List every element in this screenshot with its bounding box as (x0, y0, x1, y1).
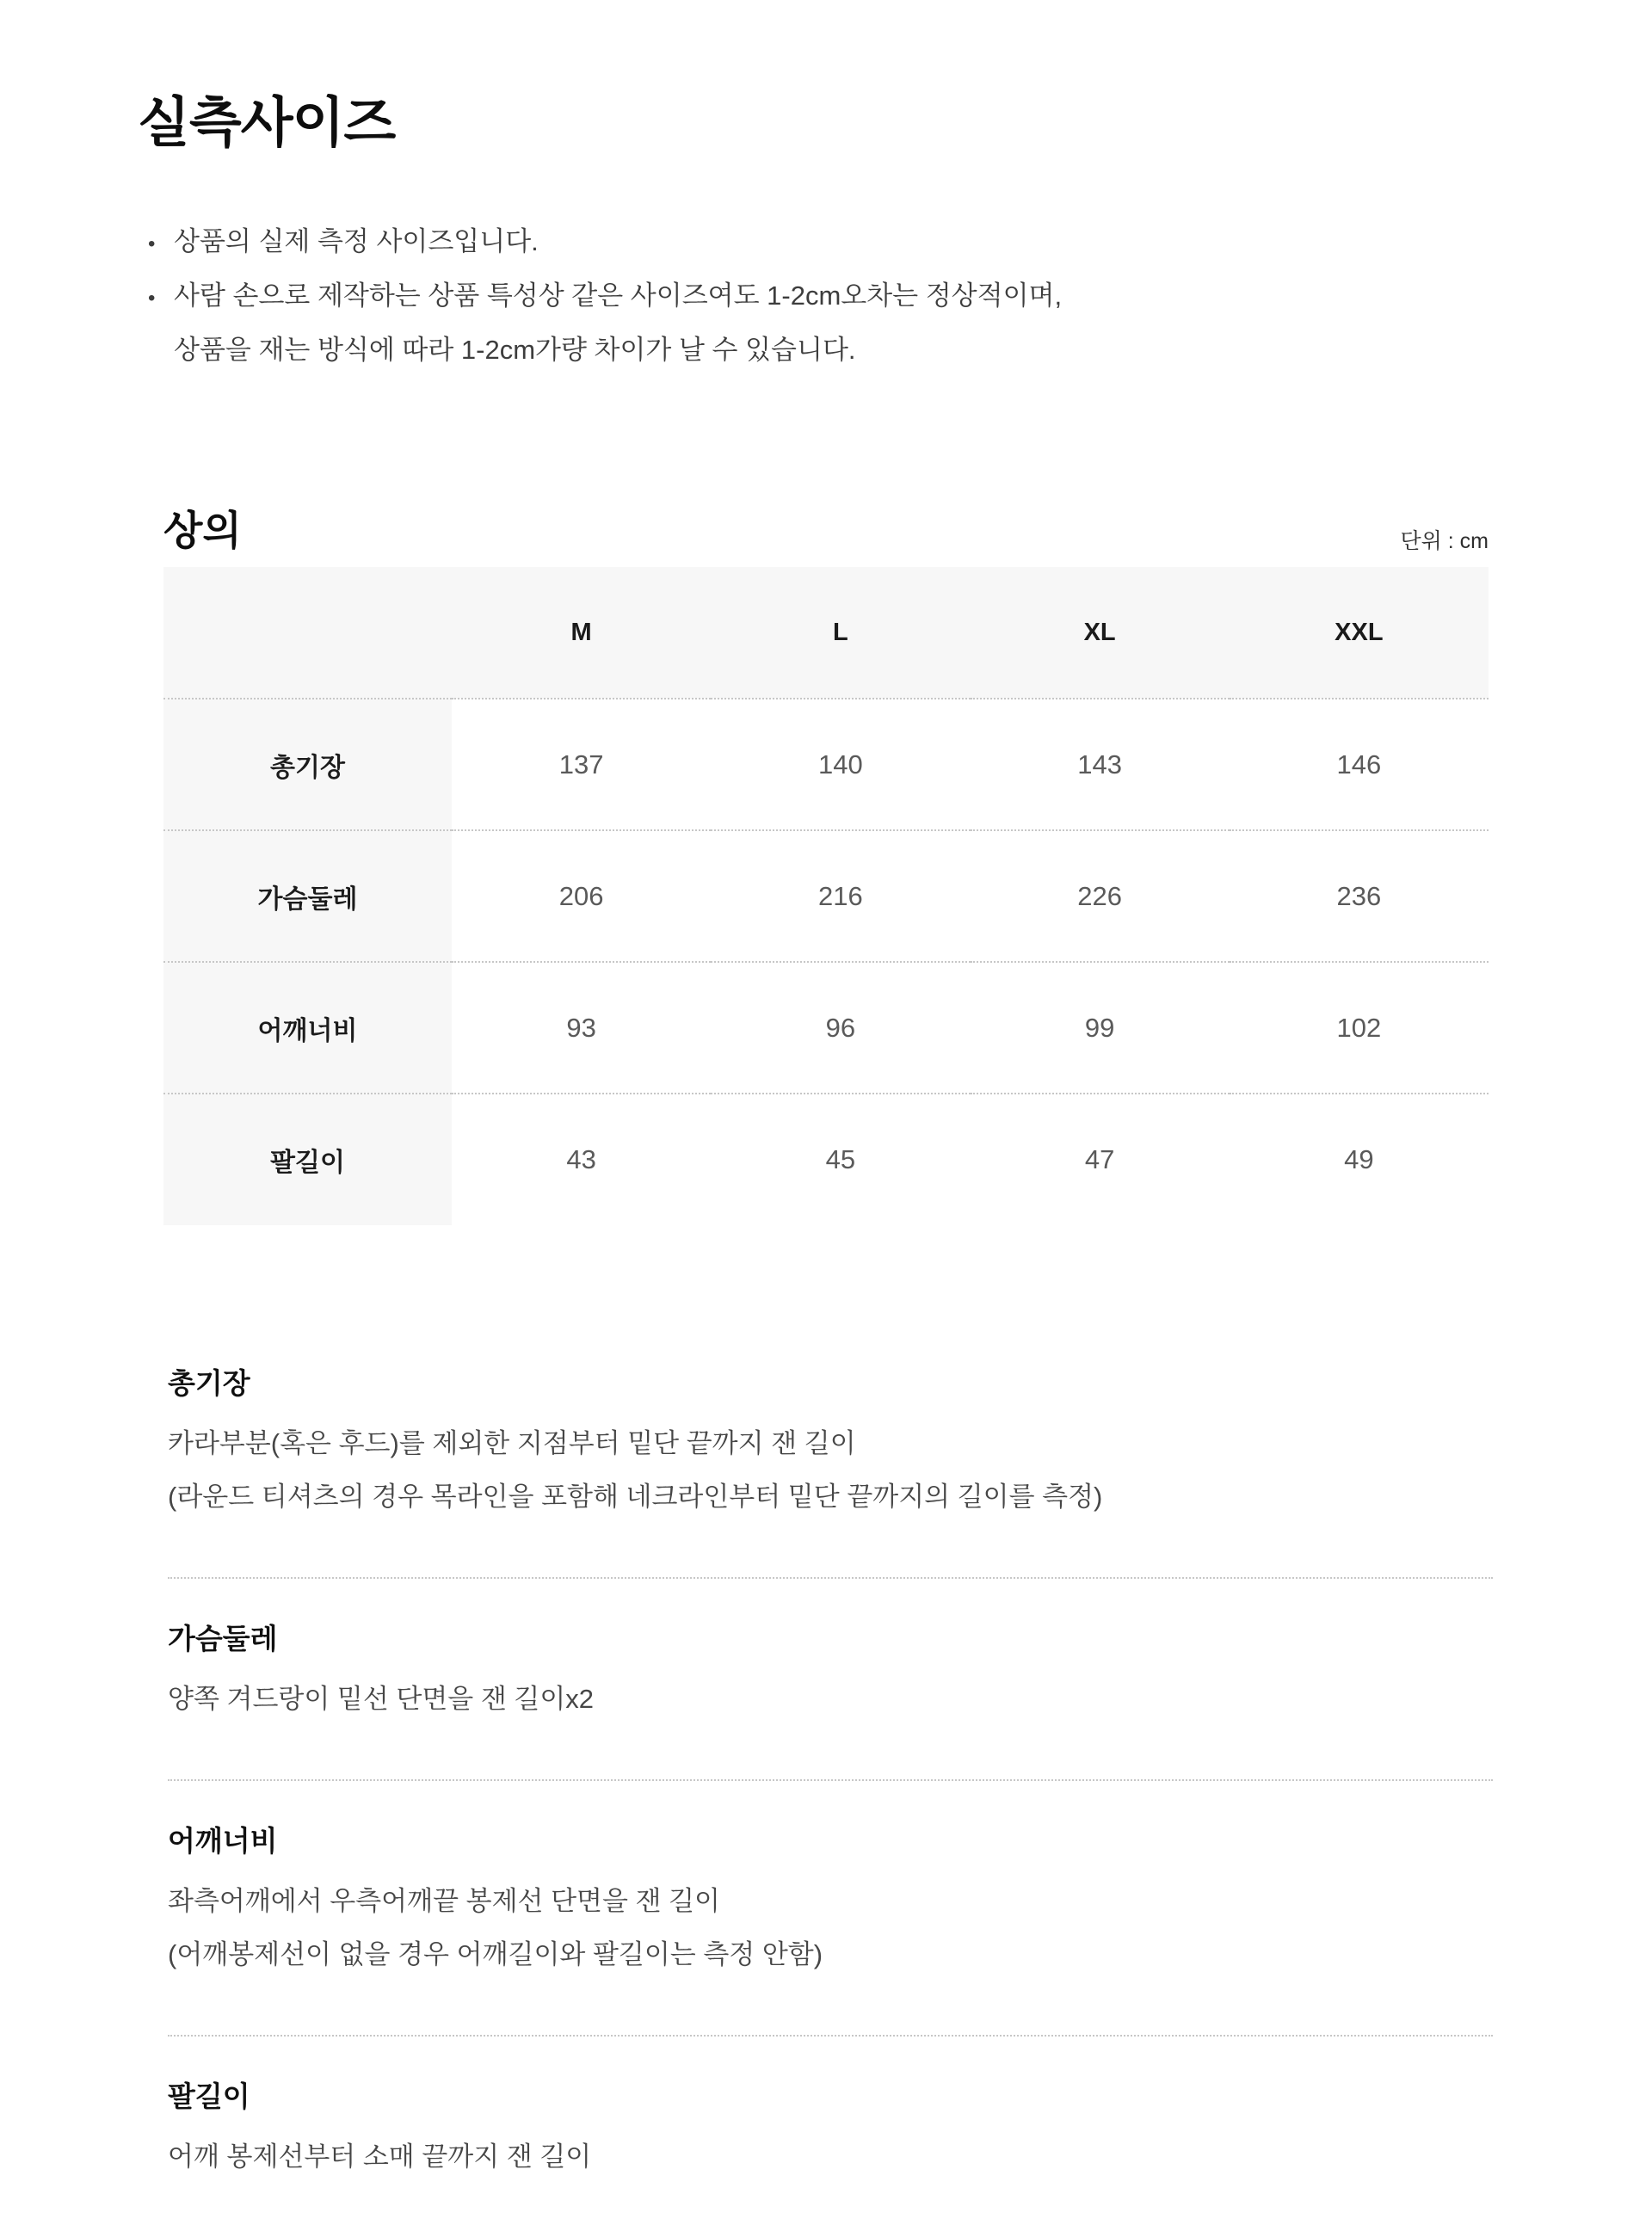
definition-item-total-length (168, 1361, 1493, 1524)
definition-line: 어깨 봉제선부터 소매 끝까지 잰 길이 (168, 2141, 592, 2172)
note-text-block (174, 214, 1652, 268)
definition-item-shoulder (168, 1819, 1493, 1981)
table-cell: 102 (1230, 962, 1489, 1094)
table-cell: 45 (825, 1144, 856, 1174)
definition-term: 어깨너비 (168, 1825, 278, 1857)
table-cell: 140 (711, 699, 970, 830)
definition-line: 양쪽 겨드랑이 밑선 단면을 잰 길이x2 (168, 1684, 595, 1714)
column-header-xl: XL (971, 567, 1230, 699)
column-header-xxl: XXL (1230, 567, 1489, 699)
note-line: 상품을 재는 방식에 따라 1-2cm가량 차이가 날 수 있습니다. (174, 335, 856, 365)
bullet-icon (148, 214, 174, 245)
table-cell: 206 (452, 830, 711, 962)
table-cell: 146 (1230, 699, 1489, 830)
note-line: 사람 손으로 제작하는 상품 특성상 같은 사이즈여도 1-2cm오차는 정상적이며, (174, 280, 1063, 311)
definition-item-chest (168, 1617, 1493, 1726)
table-cell: 137 (452, 699, 711, 830)
table-row-sleeve (163, 1094, 1489, 1225)
table-cell: 47 (1084, 1144, 1115, 1174)
note-text-block (174, 268, 1652, 377)
definitions-section (168, 1361, 1493, 2184)
definition-line: (어깨봉제선이 없을 경우 어깨길이와 팔길이는 측정 안함) (168, 1939, 823, 1969)
dotted-divider (168, 1577, 1493, 1579)
page-title: 실측사이즈 (138, 93, 396, 153)
column-header-m: M (452, 567, 711, 699)
table-cell: 216 (711, 830, 970, 962)
table-row-chest (163, 830, 1489, 962)
table-header-row (163, 567, 1489, 699)
row-label: 총기장 (163, 699, 452, 830)
definition-term: 총기장 (168, 1367, 250, 1399)
table-cell: 236 (1230, 830, 1489, 962)
definition-item-sleeve (168, 2074, 1493, 2184)
section-header (163, 499, 1489, 557)
table-corner-cell (163, 567, 452, 699)
bullet-icon (148, 268, 174, 299)
row-label: 가슴둘레 (163, 830, 452, 962)
column-header-l: L (711, 567, 970, 699)
table-cell: 49 (1344, 1144, 1374, 1174)
definition-line: (라운드 티셔츠의 경우 목라인을 포함해 네크라인부터 밑단 끝까지의 길이를 측정) (168, 1482, 1103, 1512)
definition-line: 카라부분(혹은 후드)를 제외한 지점부터 밑단 끝까지 잰 길이 (168, 1428, 856, 1458)
table-cell: 226 (971, 830, 1230, 962)
table-row-shoulder (163, 962, 1489, 1094)
dotted-divider (168, 2035, 1493, 2037)
definition-term: 가슴둘레 (168, 1623, 278, 1655)
row-label: 팔길이 (163, 1094, 452, 1225)
unit-label: 단위 : cm (1400, 529, 1489, 553)
table-cell: 93 (452, 962, 711, 1094)
table-cell: 96 (711, 962, 970, 1094)
section-heading-tops: 상의 (163, 508, 242, 553)
table-cell: 99 (971, 962, 1230, 1094)
dotted-divider (168, 1779, 1493, 1781)
definition-term: 팔길이 (168, 2080, 250, 2112)
table-cell: 43 (566, 1144, 596, 1174)
note-item (148, 268, 1652, 377)
row-label: 어깨너비 (163, 962, 452, 1094)
size-table (163, 567, 1489, 1225)
note-line: 상품의 실제 측정 사이즈입니다. (174, 226, 539, 256)
note-item (148, 214, 1652, 268)
definition-line: 좌측어깨에서 우측어깨끝 봉제선 단면을 잰 길이 (168, 1886, 720, 1916)
notes-list (148, 214, 1652, 377)
table-cell: 143 (971, 699, 1230, 830)
table-row-total-length (163, 699, 1489, 830)
